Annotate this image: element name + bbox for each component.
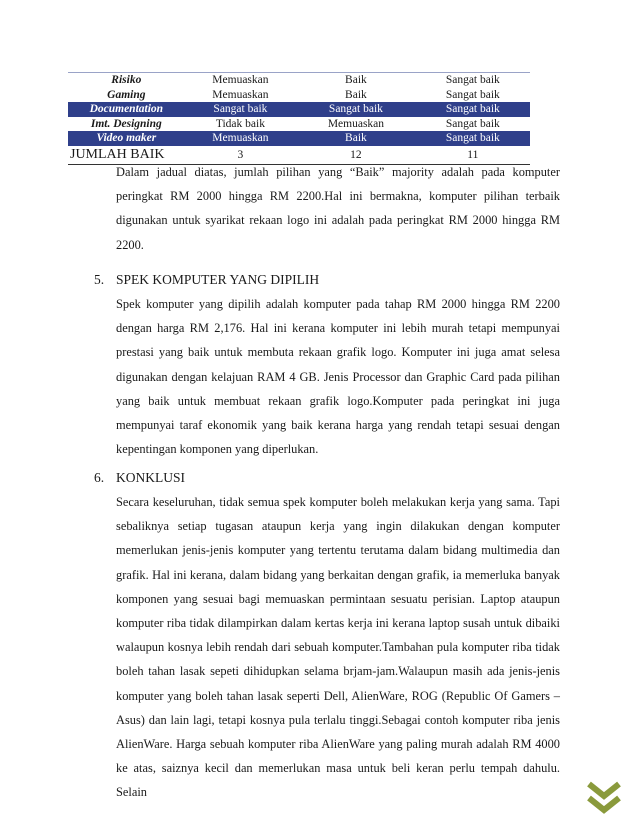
- comparison-table: [68, 72, 530, 165]
- table-cell: Memuaskan: [185, 131, 297, 146]
- section-heading: [94, 272, 319, 288]
- table-cell: Baik: [296, 73, 415, 88]
- table-row: [68, 88, 530, 103]
- table-cell: Tidak baik: [215, 117, 265, 130]
- section-title: KONKLUSI: [116, 470, 185, 485]
- intro-paragraph: Dalam jadual diatas, jumlah pilihan yang “Baik” majority adalah pada komputer peringkat RM 2000 hingga RM 2200.Hal ini bermakna, komputer pilihan terbaik digunakan untuk syarikat rekaan logo ini adalah pada peringkat RM 2000 hingga RM 2200.: [116, 165, 560, 252]
- table-cell: Sangat baik: [416, 73, 530, 88]
- section-body: Spek komputer yang dipilih adalah komputer pada tahap RM 2000 hingga RM 2200 dengan harga RM 2,176. Hal ini kerana komputer ini lebih murah tetapi mempunyai prestasi yang baik untuk membuta rekaan grafik logo. Komputer ini juga amat selesa digunakan dengan kelajuan RAM 4 GB. Jenis Processor dan Graphic Card pada pilihan yang baik untuk membuat rekaan grafik logo.Komputer pada peringkat ini juga mempunyai taraf ekonomik yang baik kerana harga yang rendah tetapi sesuai dengan kepentingan komponen yang diperlukan.: [116, 297, 560, 457]
- section-heading: [94, 470, 185, 486]
- table-row-label: Video maker: [68, 131, 185, 146]
- table-cell: Sangat baik: [445, 88, 500, 101]
- section-number: 5.: [94, 272, 105, 287]
- table-cell: 3: [185, 146, 297, 165]
- table-cell: Sangat baik: [416, 102, 530, 117]
- table-row-label: JUMLAH BAIK: [68, 146, 185, 165]
- table-row: [68, 117, 530, 132]
- table-cell: Baik: [296, 131, 415, 146]
- table-cell: Memuaskan: [185, 73, 297, 88]
- table-row-label: Risiko: [68, 73, 185, 88]
- table-row: [68, 102, 530, 117]
- table-cell: Memuaskan: [327, 117, 385, 130]
- table-cell: 11: [416, 146, 530, 165]
- table-cell: Sangat baik: [416, 131, 530, 146]
- double-chevron-down-icon: [586, 778, 622, 818]
- table-row-label: Documentation: [68, 102, 185, 117]
- table-cell: Sangat baik: [185, 102, 297, 117]
- table-row-label: Gaming: [107, 88, 146, 101]
- section-body: Secara keseluruhan, tidak semua spek komputer boleh melakukan kerja yang sama. Tapi sebaliknya setiap tugasan ataupun kerja yang ingin dilakukan dengan komputer memerlukan jenis-jenis komputer yang tertentu terutama dalam bidang multimedia dan grafik. Hal ini kerana, dalam bidang yang berkaitan dengan grafik, ia memerluka banyak komponen yang sesuai bagi memuaskan permintaan sesuatu perisian. Laptop ataupun komputer riba tidak dilampirkan dalam kertas kerja ini kerana laptop susah untuk dibaiki walaupun kosnya lebih rendah dari sebuah komputer.Tambahan pula komputer riba tidak boleh tahan lasak sepeti dihidupkan selama brjam-jam.Walaupun masih ada jenis-jenis komputer yang boleh tahan lasak seperti Dell, AlienWare, ROG (Republic Of Gamers – Asus) dan lain lagi, tetapi kosnya pula terlalu tinggi.Sebagai contoh komputer riba jenis AlienWare. Harga sebuah komputer riba AlienWare yang paling murah adalah RM 4000 ke atas, saiznya kecil dan memerlukan masa untuk beli keran perlu tempah dahulu. Selain: [116, 495, 560, 800]
- table-cell: Sangat baik: [296, 102, 415, 117]
- table-row-label: Imt. Designing: [90, 117, 162, 130]
- table-row: [68, 131, 530, 146]
- table-cell: Sangat baik: [445, 117, 500, 130]
- table-cell: Baik: [345, 88, 367, 101]
- section-title: SPEK KOMPUTER YANG DIPILIH: [116, 272, 320, 287]
- section-number: 6.: [94, 470, 105, 485]
- table-row: [68, 73, 530, 88]
- table-cell: 12: [296, 146, 415, 165]
- table-cell: Memuaskan: [212, 88, 269, 101]
